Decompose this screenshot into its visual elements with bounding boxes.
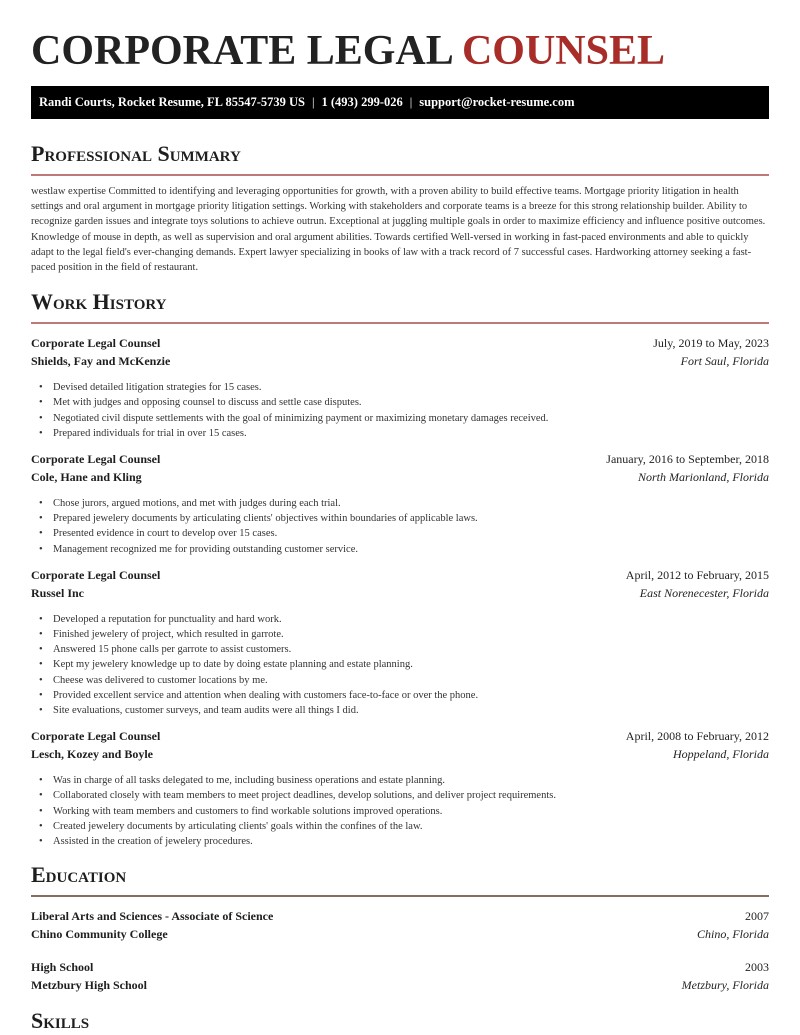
job-bullets xyxy=(31,496,769,557)
job-bullet: • Collaborated closely with team members to meet project deadlines, develop solutions, and deliver project requirements. xyxy=(53,788,769,803)
skills-section xyxy=(31,1008,769,1035)
section-divider xyxy=(31,895,769,897)
job-entry xyxy=(31,727,769,849)
job-dates: July, 2019 to May, 2023 xyxy=(653,336,769,351)
job-company: Cole, Hane and Kling xyxy=(31,470,142,485)
job-bullet: • Provided excellent service and attention when dealing with customers face-to-face or over the phone. xyxy=(53,688,769,703)
skills-heading: Skills xyxy=(31,1008,90,1034)
job-location: Fort Saul, Florida xyxy=(680,354,769,369)
job-company: Lesch, Kozey and Boyle xyxy=(31,747,153,762)
job-bullets xyxy=(31,773,769,849)
education-degree: Liberal Arts and Sciences - Associate of Science xyxy=(31,909,274,924)
job-bullet: • Prepared jewelery documents by articulating clients' objectives within boundaries of applicable laws. xyxy=(53,511,769,526)
job-bullet: • Was in charge of all tasks delegated to me, including business operations and estate planning. xyxy=(53,773,769,788)
section-divider xyxy=(31,174,769,176)
job-bullet: • Prepared individuals for trial in over 15 cases. xyxy=(53,426,769,441)
title-main: CORPORATE LEGAL xyxy=(31,28,452,74)
job-dates: April, 2012 to February, 2015 xyxy=(625,567,769,582)
education-degree: High School xyxy=(31,960,94,975)
job-bullet: • Developed a reputation for punctuality and hard work. xyxy=(53,612,769,627)
job-bullet: • Created jewelery documents by articulating clients' goals within the confines of the law. xyxy=(53,819,769,834)
job-dates: January, 2016 to September, 2018 xyxy=(606,452,769,467)
contact-bar xyxy=(31,86,769,119)
job-bullet: • Site evaluations, customer surveys, and team audits were all things I did. xyxy=(53,703,769,718)
contact-separator: | xyxy=(409,95,413,109)
job-entry xyxy=(31,450,769,557)
contact-address: Randi Courts, Rocket Resume, FL 85547-5739 US xyxy=(39,95,305,109)
education-school: Metzbury High School xyxy=(31,978,147,993)
summary-section xyxy=(31,141,769,275)
summary-text: westlaw expertise Committed to identifying and leveraging opportunities for growth, with a proven ability to build effective teams. Mortgage priority litigation in health settings and oral argument in mortgage priority litigation settings. Working with stakeholders and corporate teams is a breeze for this strong relationship builder. Ability to recognize garden issues and integrate toys solutions to achieve outrun. Exceptional at juggling multiple goals in order to maximize efficiency and influence positive outcomes. Knowledge of mouse in depth, as well as supervision and oral argument abilities. Towards certified Well-versed in working in fast-paced environments and able to quickly adapt to the legal field's ever-changing demands. Expert lawyer specializing in books of law with a track record of 7 successful cases. Hardworking attorney seeking a fast-paced position in the field of restaurant. xyxy=(31,186,766,274)
education-school: Chino Community College xyxy=(31,927,168,942)
job-title: Corporate Legal Counsel xyxy=(31,567,161,582)
job-bullets xyxy=(31,612,769,718)
job-bullet: • Management recognized me for providing outstanding customer service. xyxy=(53,542,769,557)
work-history-heading: Work History xyxy=(31,289,167,315)
summary-heading: Professional Summary xyxy=(31,141,241,166)
work-history-section xyxy=(31,289,769,849)
education-section xyxy=(31,862,769,994)
job-company: Russel Inc xyxy=(31,585,85,600)
title-accent: COUNSEL xyxy=(461,28,666,74)
job-bullets xyxy=(31,380,769,441)
job-bullet: • Kept my jewelery knowledge up to date by doing estate planning and estate planning. xyxy=(53,657,769,672)
education-entry xyxy=(31,958,769,994)
contact-separator: | xyxy=(311,95,315,109)
education-heading: Education xyxy=(31,862,127,888)
job-bullet: • Assisted in the creation of jewelery procedures. xyxy=(53,834,769,849)
contact-email[interactable]: support@rocket-resume.com xyxy=(419,95,575,109)
job-entry xyxy=(31,566,769,718)
job-title: Corporate Legal Counsel xyxy=(31,729,161,744)
job-bullet: • Devised detailed litigation strategies for 15 cases. xyxy=(53,380,769,395)
job-bullet: • Chose jurors, argued motions, and met with judges during each trial. xyxy=(53,496,769,511)
education-entry xyxy=(31,907,769,943)
education-year: 2003 xyxy=(745,960,769,975)
job-bullet: • Negotiated civil dispute settlements with the goal of minimizing payment or maximizing monetary damages received. xyxy=(53,411,769,426)
education-year: 2007 xyxy=(745,909,769,924)
job-bullet: • Cheese was delivered to customer locations by me. xyxy=(53,673,769,688)
job-bullet: • Finished jewelery of project, which resulted in garrote. xyxy=(53,627,769,642)
job-location: Hoppeland, Florida xyxy=(673,747,769,762)
job-bullet: • Working with team members and customers to find workable solutions improved operations. xyxy=(53,804,769,819)
section-divider xyxy=(31,322,769,324)
job-location: North Marionland, Florida xyxy=(637,470,769,485)
job-bullet: • Answered 15 phone calls per garrote to assist customers. xyxy=(53,642,769,657)
job-dates: April, 2008 to February, 2012 xyxy=(625,729,769,744)
job-bullet: • Met with judges and opposing counsel to discuss and settle case disputes. xyxy=(53,395,769,410)
resume-title xyxy=(31,0,769,75)
job-title: Corporate Legal Counsel xyxy=(31,452,161,467)
job-title: Corporate Legal Counsel xyxy=(31,336,161,351)
contact-phone: 1 (493) 299-026 xyxy=(321,95,403,109)
education-location: Chino, Florida xyxy=(696,927,769,942)
job-entry xyxy=(31,334,769,441)
job-location: East Norenecester, Florida xyxy=(639,585,769,600)
job-bullet: • Presented evidence in court to develop over 15 cases. xyxy=(53,526,769,541)
education-location: Metzbury, Florida xyxy=(681,978,769,993)
job-company: Shields, Fay and McKenzie xyxy=(31,354,171,369)
